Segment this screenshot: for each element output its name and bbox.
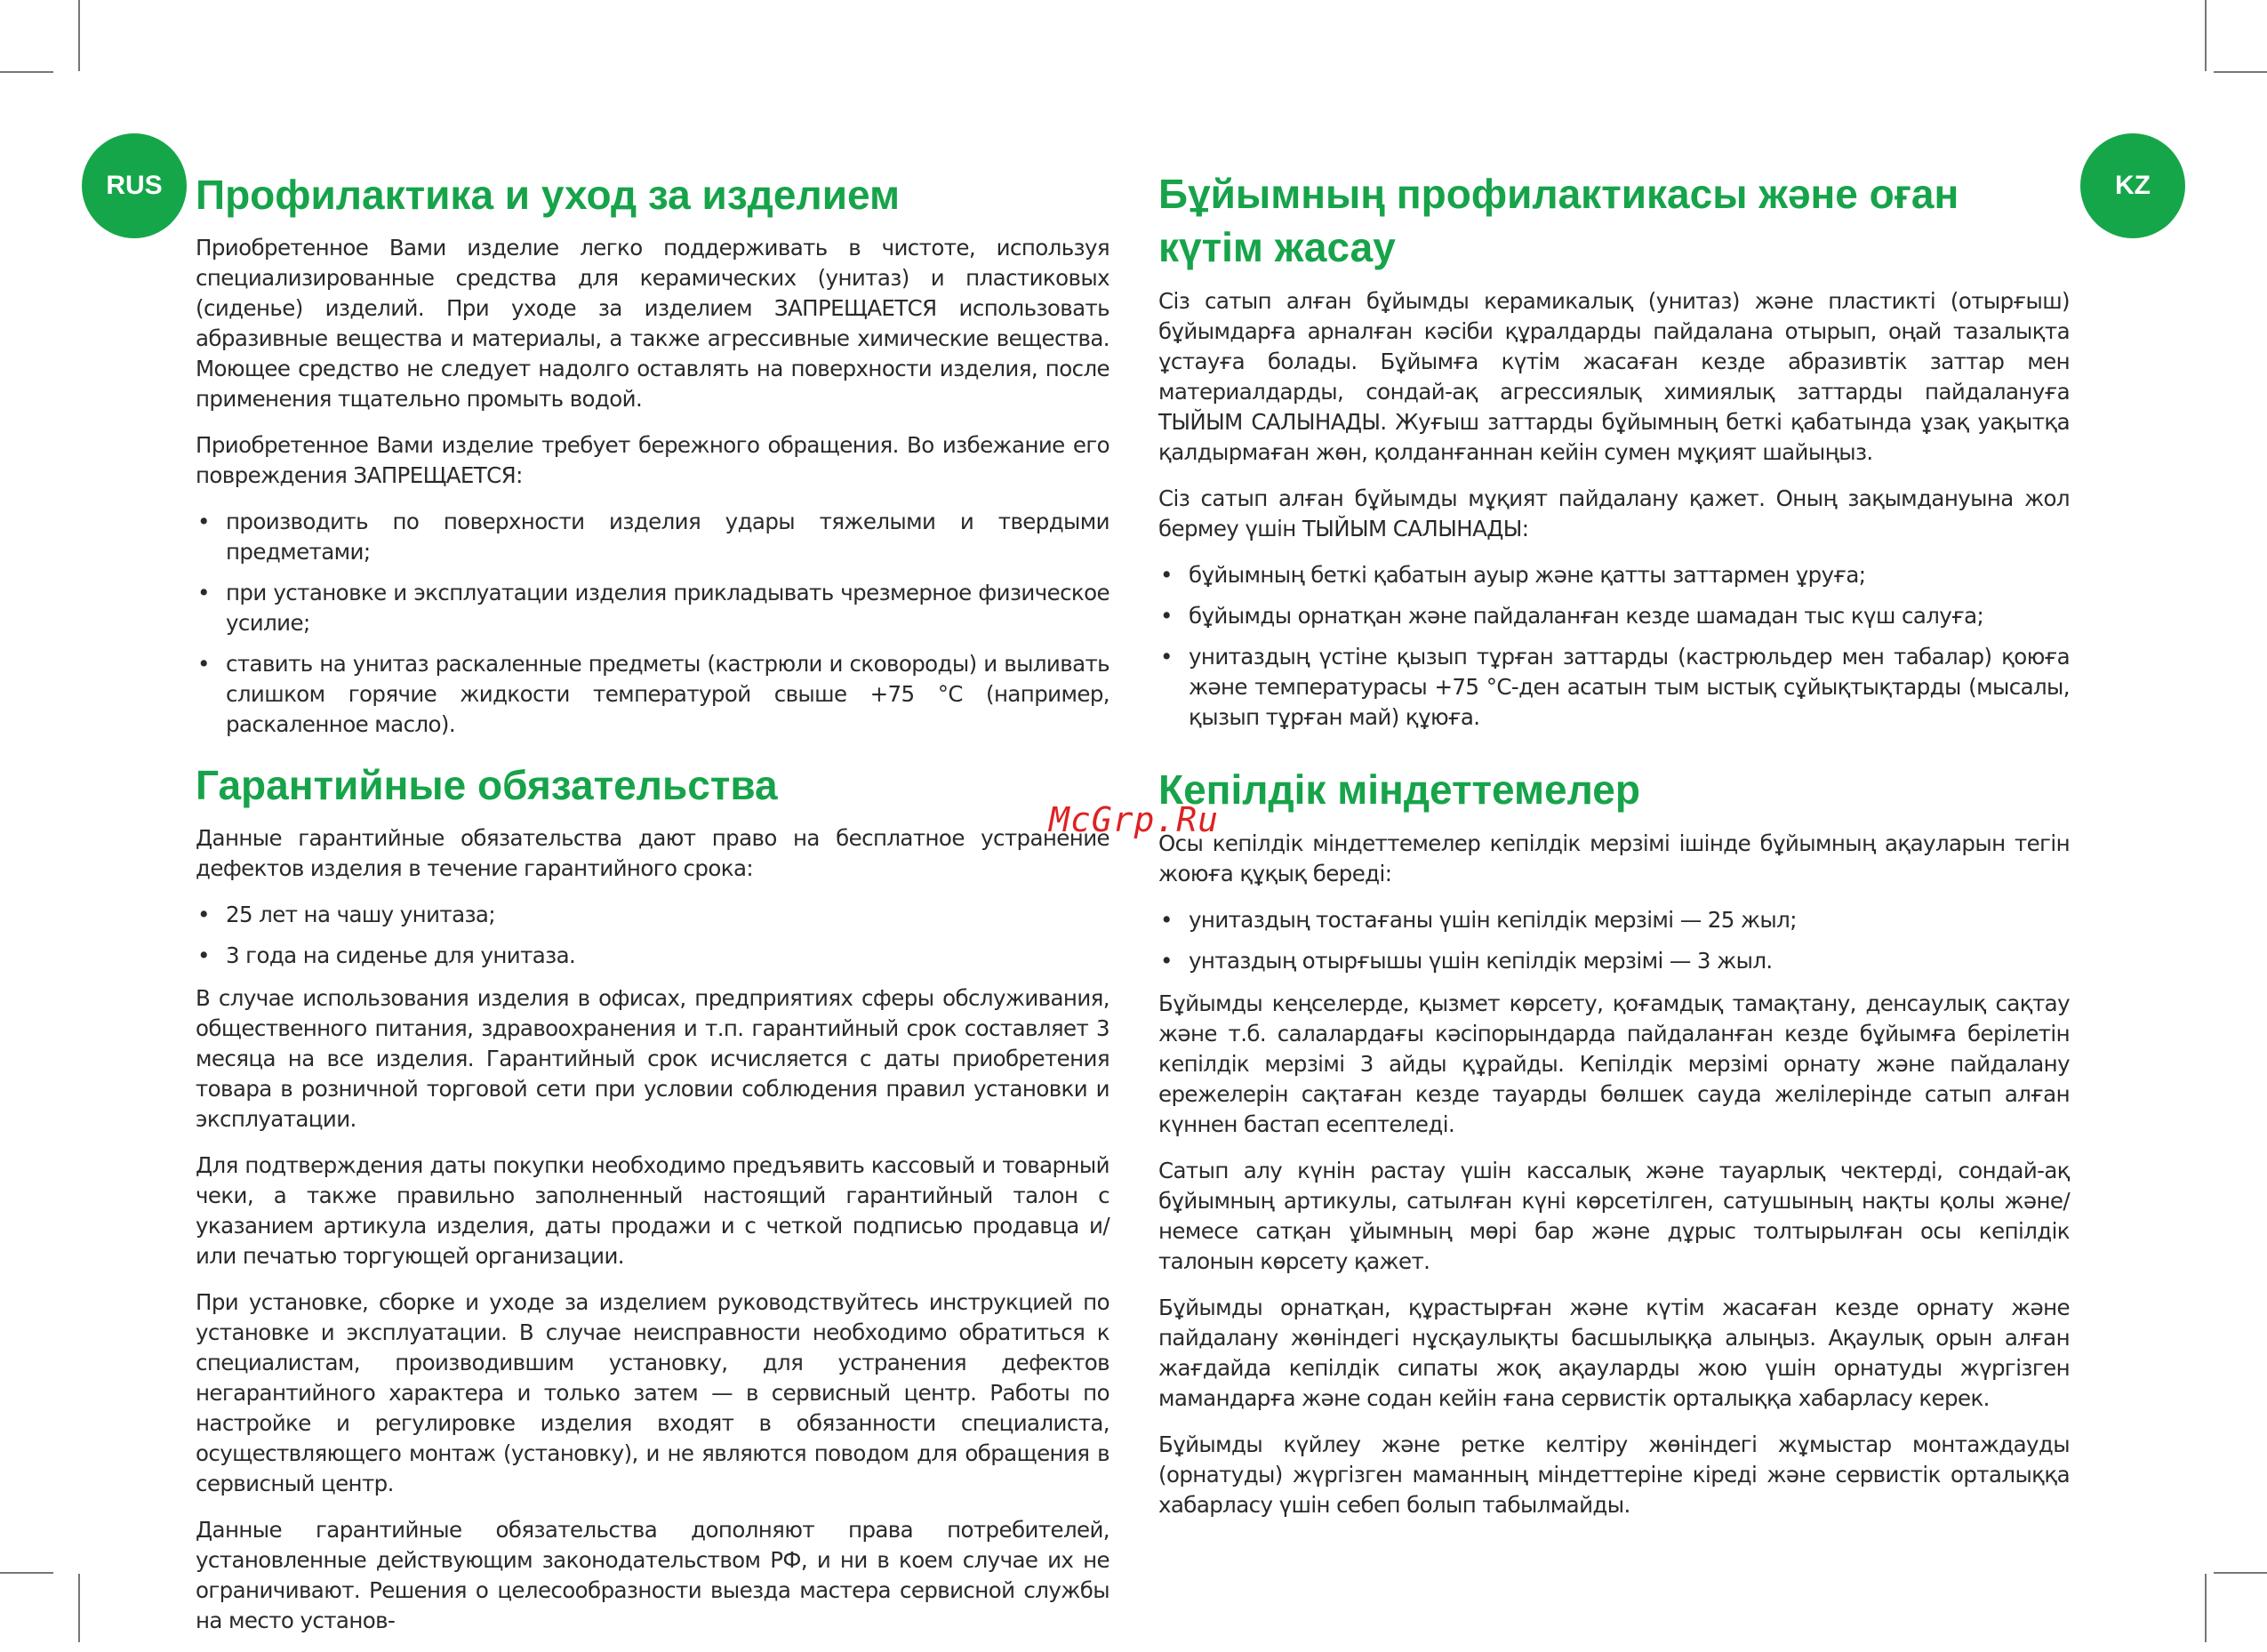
list-item-text: бұйымның беткі қабатын ауыр және қатты заттармен ұруға; bbox=[1189, 562, 1866, 588]
kz-care-paragraph: Сіз сатып алған бұйымды керамикалық (унитаз) және пластикті (отырғыш) бұйымдарға арналған кәсіби құралдарды пайдалана отырып, оңай тазалықта ұстауға болады. Бұйымға күтім жасаған кезде абразивтік заттар мен материалдарды, сондай-ақ агрессиялық химиялық заттарды пайдалануға ТЫЙЫМ САЛЫНАДЫ. Жуғыш заттарды бұйымның беткі қабатында ұзақ уақытқа қалдырмаған жөн, қолданғаннан кейін сумен мұқият шайыңыз. bbox=[1158, 288, 2070, 465]
rus-warranty-paragraph: Данные гарантийные обязательства дополняют права потребителей, установленные действующим законодательством РФ, и ни в коем случае их не ограничивают. Решения о целесообразности выезда мастера сервисной службы на место установ- bbox=[196, 1517, 1109, 1633]
kz-warranty-paragraph: Бұйымды кеңселерде, қызмет көрсету, қоғамдық тамақтану, денсаулық сақтау және т.б. салалардағы кәсіпорындарда пайдаланған кезде бұйымға берілетін кепілдік мерзімі 3 айды құрайды. Кепілдік мерзімі орнату және пайдалану ережелерін сақтаған кезде тауарды бөлшек сауда желілерінде сатып алған күннен бастап есептеледі. bbox=[1158, 990, 2070, 1137]
bullet-icon: • bbox=[197, 509, 210, 534]
crop-mark bbox=[0, 1572, 53, 1574]
bullet-icon: • bbox=[197, 651, 210, 677]
kz-care-paragraph: Сіз сатып алған бұйымды мұқият пайдалану қажет. Оның зақымдануына жол бермеу үшін ТЫЙЫМ САЛЫНАДЫ: bbox=[1158, 485, 2070, 541]
rus-care-list bbox=[196, 507, 1109, 740]
list-item bbox=[1158, 642, 2070, 733]
kz-warranty-paragraph: Бұйымды орнатқан, құрастырған және күтім жасаған кезде орнату және пайдалану жөніндегі нұсқаулықты басшылыққа алыңыз. Ақаулық орын алған жағдайда кепілдік сипаты жоқ ақауларды жою үшін орнатуды жүргізген мамандарға және содан кейін ғана сервистік орталыққа хабарласу керек. bbox=[1158, 1295, 2070, 1411]
list-item bbox=[1158, 946, 2070, 976]
list-item-text: производить по поверхности изделия удары тяжелыми и твердыми предметами; bbox=[226, 509, 1109, 565]
list-item-text: бұйымды орнатқан және пайдаланған кезде шамадан тыс күш салуға; bbox=[1189, 603, 1984, 629]
list-item-text: ставить на унитаз раскаленные предметы (кастрюли и сковороды) и выливать слишком горячие жидкости температурой свыше +75 °C (например, раскаленное масло). bbox=[226, 651, 1109, 737]
list-item bbox=[1158, 560, 2070, 590]
rus-warranty-title: Гарантийные обязательства bbox=[196, 762, 778, 808]
language-badge-kz: KZ bbox=[2080, 133, 2185, 238]
kz-column bbox=[1158, 167, 2070, 1536]
crop-mark bbox=[2205, 0, 2207, 71]
list-item bbox=[196, 507, 1109, 567]
kz-warranty-list bbox=[1158, 905, 2070, 976]
bullet-icon: • bbox=[1160, 562, 1173, 588]
list-item-text: унитаздың тостағаны үшін кепілдік мерзімі — 25 жыл; bbox=[1189, 907, 1797, 933]
rus-warranty-paragraph: Для подтверждения даты покупки необходимо предъявить кассовый и товарный чеки, а также правильно заполненный настоящий гарантийный талон с указанием артикула изделия, даты продажи и с четкой подписью продавца и/или печатью торгующей организации. bbox=[196, 1152, 1109, 1269]
crop-mark bbox=[2214, 71, 2267, 73]
rus-warranty-paragraph: Данные гарантийные обязательства дают право на бесплатное устранение дефектов изделия в течение гарантийного срока: bbox=[196, 825, 1109, 881]
list-item bbox=[196, 900, 1109, 930]
list-item-text: унтаздың отырғышы үшін кепілдік мерзімі — 3 жыл. bbox=[1189, 948, 1773, 974]
list-item bbox=[1158, 601, 2070, 631]
kz-warranty-paragraph: Осы кепілдік міндеттемелер кепілдік мерзімі ішінде бұйымның ақауларын тегін жоюға құқық береді: bbox=[1158, 830, 2070, 886]
rus-warranty-paragraph: В случае использования изделия в офисах, предприятиях сферы обслуживания, общественного питания, здравоохранения и т.п. гарантийный срок составляет 3 месяца на все изделия. Гарантийный срок исчисляется с даты приобретения товара в розничной торговой сети при условии соблюдения правил установки и эксплуатации. bbox=[196, 985, 1109, 1132]
rus-care-paragraph: Приобретенное Вами изделие легко поддерживать в чистоте, используя специализированные средства для керамических (унитаз) и пластиковых (сиденье) изделий. При уходе за изделием ЗАПРЕЩАЕТСЯ использовать абразивные вещества и материалы, а также агрессивные химические вещества. Моющее средство не следует надолго оставлять на поверхности изделия, после применения тщательно промыть водой. bbox=[196, 235, 1109, 412]
crop-mark bbox=[78, 1574, 80, 1642]
bullet-icon: • bbox=[1160, 603, 1173, 629]
crop-mark bbox=[2214, 1572, 2267, 1574]
rus-care-paragraph: Приобретенное Вами изделие требует бережного обращения. Во избежание его повреждения ЗАПРЕЩАЕТСЯ: bbox=[196, 432, 1109, 488]
list-item-text: при установке и эксплуатации изделия прикладывать чрезмерное физическое усилие; bbox=[226, 580, 1109, 636]
list-item-text: унитаздың үстіне қызып тұрған заттарды (кастрюльдер мен табалар) қоюға және температурасы +75 °C-ден асатын тым ыстық сұйықтықтарды (мысалы, қызып тұрған май) құюға. bbox=[1189, 644, 2070, 730]
watermark: McGrp.Ru bbox=[1049, 800, 1220, 839]
rus-warranty-paragraph: При установке, сборке и уходе за изделием руководствуйтесь инструкцией по установке и эксплуатации. В случае неисправности необходимо обратиться к специалистам, производившим установку, для устранения дефектов негарантийного характера и только затем — в сервисный центр. Работы по настройке и регулировке изделия входят в обязанности специалиста, осуществляющего монтаж (установку), и не являются поводом для обращения в сервисный центр. bbox=[196, 1289, 1109, 1496]
list-item bbox=[196, 941, 1109, 971]
rus-warranty-list bbox=[196, 900, 1109, 971]
kz-care-list bbox=[1158, 560, 2070, 733]
kz-warranty-paragraph: Бұйымды күйлеу және ретке келтіру жөніндегі жұмыстар монтаждауды (орнатуды) жүргізген маманның міндеттеріне кіреді және сервистік орталыққа хабарласу үшін себеп болып табылмайды. bbox=[1158, 1431, 2070, 1518]
kz-care-title: Бұйымның профилактикасы және оған күтім жасау bbox=[1158, 171, 1959, 270]
bullet-icon: • bbox=[1160, 644, 1173, 670]
list-item-text: 25 лет на чашу унитаза; bbox=[226, 902, 495, 927]
bullet-icon: • bbox=[1160, 948, 1173, 974]
bullet-icon: • bbox=[1160, 907, 1173, 933]
kz-warranty-title: Кепілдік міндеттемелер bbox=[1158, 766, 1640, 813]
rus-column bbox=[196, 169, 1109, 1652]
bullet-icon: • bbox=[197, 942, 210, 968]
list-item bbox=[196, 649, 1109, 740]
language-badge-rus: RUS bbox=[82, 133, 187, 238]
crop-mark bbox=[78, 0, 80, 71]
list-item bbox=[196, 578, 1109, 638]
rus-care-title: Профилактика и уход за изделием bbox=[196, 172, 900, 218]
crop-mark bbox=[2205, 1574, 2207, 1642]
list-item bbox=[1158, 905, 2070, 935]
crop-mark bbox=[0, 71, 53, 73]
kz-warranty-paragraph: Сатып алу күнін растау үшін кассалық және тауарлық чектерді, сондай-ақ бұйымның артикулы, сатылған күні көрсетілген, сатушының нақты қолы және/немесе сатқан ұйымның мөрі бар және дұрыс толтырылған осы кепілдік талонын көрсету қажет. bbox=[1158, 1158, 2070, 1274]
bullet-icon: • bbox=[197, 580, 210, 605]
bullet-icon: • bbox=[197, 902, 210, 927]
list-item-text: 3 года на сиденье для унитаза. bbox=[226, 942, 576, 968]
